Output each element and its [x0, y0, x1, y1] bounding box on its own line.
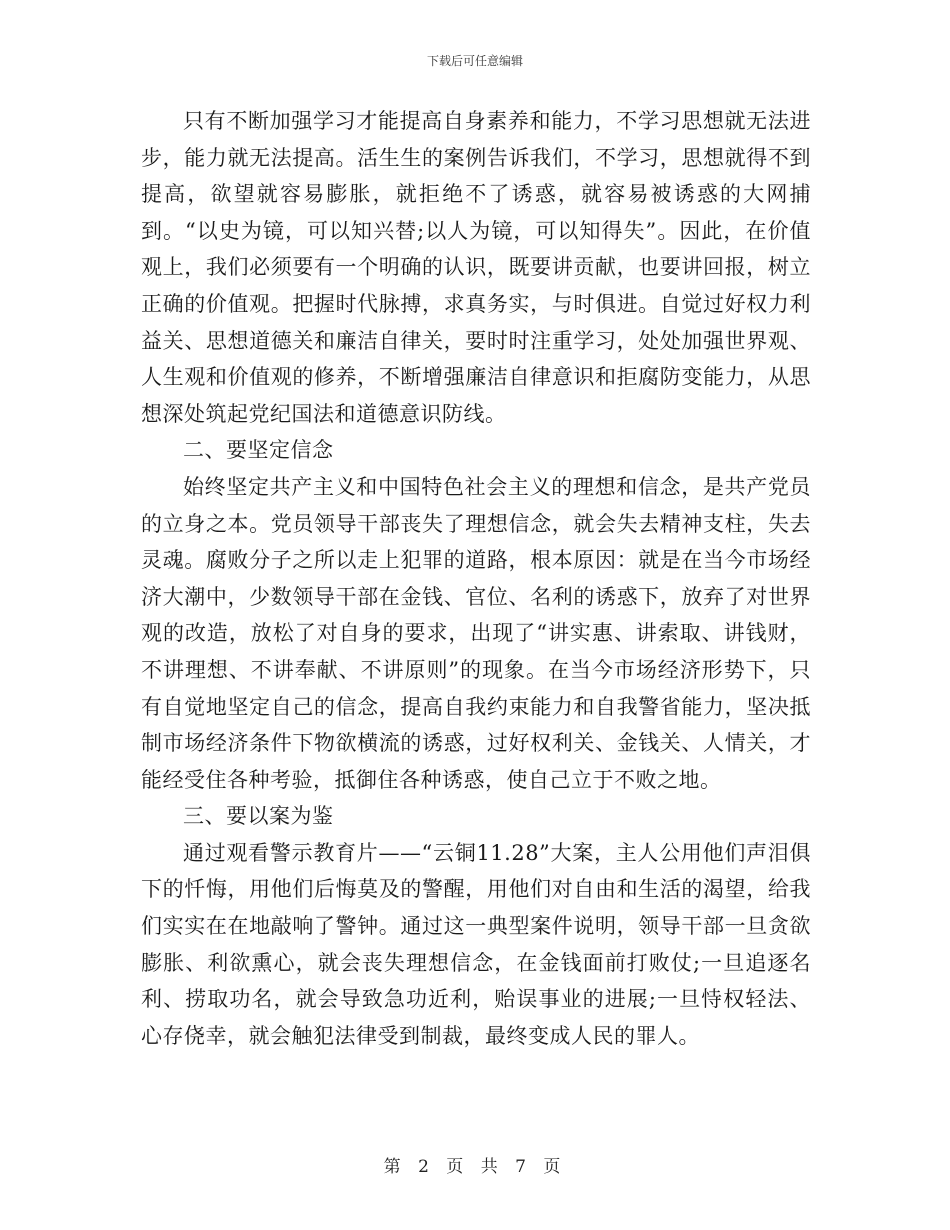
- section-heading-case: 三、要以案为鉴: [183, 804, 334, 829]
- paragraph-case: 通过观看警示教育片——“云铜11.28”大案，主人公用他们声泪俱下的忏悔，用他们后悔莫及的警醒，用他们对自由和生活的渴望，给我们实实在在地敲响了警钟。通过这一典型案件说明，领导干部一旦贪欲膨胀、利欲熏心，就会丧失理想信念，在金钱面前打败仗;一旦追逐名利、捞取功名，就会导致急功近利，贻误事业的进展;一旦恃权轻法、心存侥幸，就会触犯法律受到制裁，最终变成人民的罪人。: [141, 840, 811, 1048]
- document-body: [141, 103, 811, 1054]
- section-heading-belief: 二、要坚定信念: [183, 438, 334, 463]
- page-number: 第 2 页 共 7 页: [383, 1157, 567, 1177]
- paragraph-study: 只有不断加强学习才能提高自身素养和能力，不学习思想就无法进步，能力就无法提高。活生生的案例告诉我们，不学习，思想就得不到提高，欲望就容易膨胀，就拒绝不了诱惑，就容易被诱惑的大网捕到。“以史为镜，可以知兴替;以人为镜，可以知得失”。因此，在价值观上，我们必须要有一个明确的认识，既要讲贡献，也要讲回报，树立正确的价值观。把握时代脉搏，求真务实，与时俱进。自觉过好权力利益关、思想道德关和廉洁自律关，要时时注重学习，处处加强世界观、人生观和价值观的修养，不断增强廉洁自律意识和拒腐防变能力，从思想深处筑起党纪国法和道德意识防线。: [141, 109, 811, 426]
- page-header: 下载后可任意编辑: [426, 54, 523, 68]
- paragraph-belief: 始终坚定共产主义和中国特色社会主义的理想和信念，是共产党员的立身之本。党员领导干部丧失了理想信念，就会失去精神支柱，失去灵魂。腐败分子之所以走上犯罪的道路，根本原因：就是在当今市场经济大潮中，少数领导干部在金钱、官位、名利的诱惑下，放弃了对世界观的改造，放松了对自身的要求，出现了“讲实惠、讲索取、讲钱财，不讲理想、不讲奉献、不讲原则”的现象。在当今市场经济形势下，只有自觉地坚定自己的信念，提高自我约束能力和自我警省能力，坚决抵制市场经济条件下物欲横流的诱惑，过好权利关、金钱关、人情关，才能经受住各种考验，抵御住各种诱惑，使自己立于不败之地。: [141, 474, 811, 792]
